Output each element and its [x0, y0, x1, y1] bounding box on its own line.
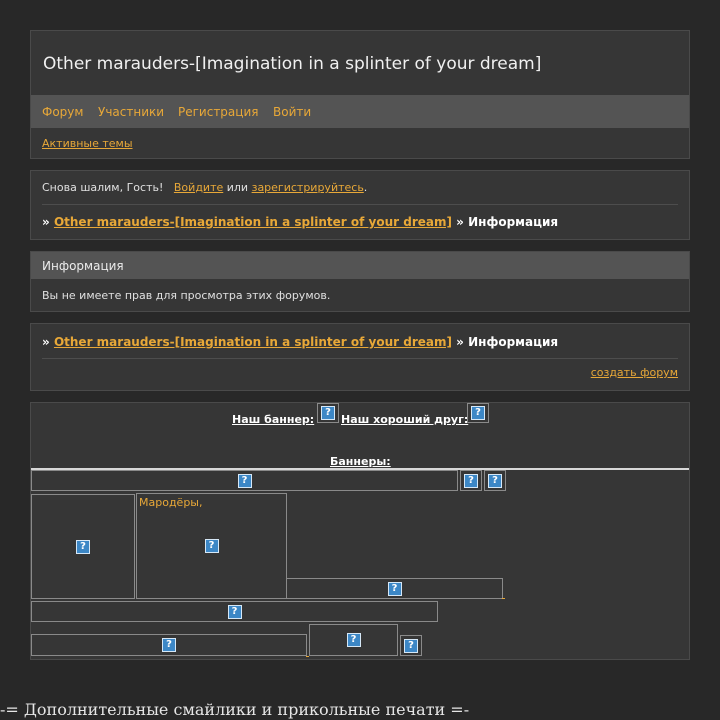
banners-label: Баннеры: [330, 455, 391, 468]
active-topics-link[interactable]: Активные темы [42, 137, 133, 150]
nav-forum[interactable]: Форум [42, 105, 84, 119]
nav-members[interactable]: Участники [98, 105, 165, 119]
marauders-caption: Мародёры, [139, 496, 203, 509]
breadcrumb [42, 215, 558, 229]
breadcrumb-prefix: » [42, 335, 50, 349]
missing-image-icon: ? [228, 605, 242, 619]
breadcrumb-separator: » [456, 215, 464, 229]
missing-image-icon: ? [76, 540, 90, 554]
our-banner-label: Наш баннер: [232, 413, 315, 426]
breadcrumb-separator: » [456, 335, 464, 349]
welcome-or: или [226, 181, 249, 194]
board-title: Other marauders-[Imagination in a splinter of your dream] [43, 54, 542, 74]
breadcrumb-bottom [42, 335, 558, 349]
info-header [31, 252, 689, 279]
divider [42, 358, 678, 359]
link-underline [502, 598, 505, 599]
breadcrumb-prefix: » [42, 215, 50, 229]
welcome-end: . [363, 181, 368, 194]
bottom-breadcrumb-panel [30, 323, 690, 391]
breadcrumb-current: Информация [468, 215, 559, 229]
banner-image[interactable] [31, 634, 307, 656]
banner-image[interactable] [31, 494, 135, 599]
welcome-message [42, 181, 367, 194]
missing-image-icon: ? [162, 638, 176, 652]
welcome-greeting: Снова шалим, Гость! [42, 181, 164, 194]
banner-image[interactable] [31, 470, 458, 491]
missing-image-icon: ? [238, 474, 252, 488]
welcome-panel [30, 170, 690, 240]
our-banner-image[interactable] [317, 403, 339, 423]
missing-image-icon: ? [464, 474, 478, 488]
divider [42, 204, 678, 205]
banner-image[interactable] [484, 470, 506, 491]
banner-image[interactable] [309, 624, 398, 656]
banner-image[interactable] [460, 470, 482, 491]
missing-image-icon: ? [321, 406, 335, 420]
login-link[interactable]: Войдите [173, 181, 224, 194]
info-panel [30, 251, 690, 312]
register-link[interactable]: зарегистрируйтесь [251, 181, 364, 194]
banner-image[interactable] [400, 635, 422, 656]
missing-image-icon: ? [347, 633, 361, 647]
breadcrumb-forum-link[interactable]: Other marauders-[Imagination in a splinter of your dream] [53, 335, 452, 349]
missing-image-icon: ? [471, 406, 485, 420]
info-heading: Информация [42, 259, 124, 273]
header-panel [30, 30, 690, 159]
friend-banner-image[interactable] [467, 403, 489, 423]
banner-panel [30, 402, 690, 660]
missing-image-icon: ? [388, 582, 402, 596]
info-message: Вы не имеете прав для просмотра этих форумов. [42, 289, 331, 302]
marauders-banner[interactable] [136, 493, 287, 599]
create-forum-link[interactable]: создать форум [590, 366, 678, 379]
banner-image[interactable] [286, 578, 503, 599]
banner-image[interactable] [31, 601, 438, 622]
link-underline [306, 656, 309, 657]
main-navbar [31, 95, 689, 128]
missing-image-icon: ? [205, 539, 219, 553]
missing-image-icon: ? [488, 474, 502, 488]
missing-image-icon: ? [404, 639, 418, 653]
breadcrumb-forum-link[interactable]: Other marauders-[Imagination in a splinter of your dream] [53, 215, 452, 229]
our-friend-label: Наш хороший друг: [341, 413, 469, 426]
nav-register[interactable]: Регистрация [178, 105, 259, 119]
breadcrumb-current: Информация [468, 335, 559, 349]
nav-login[interactable]: Войти [273, 105, 312, 119]
footer-text: -= Дополнительные смайлики и прикольные печати =- [0, 700, 470, 719]
